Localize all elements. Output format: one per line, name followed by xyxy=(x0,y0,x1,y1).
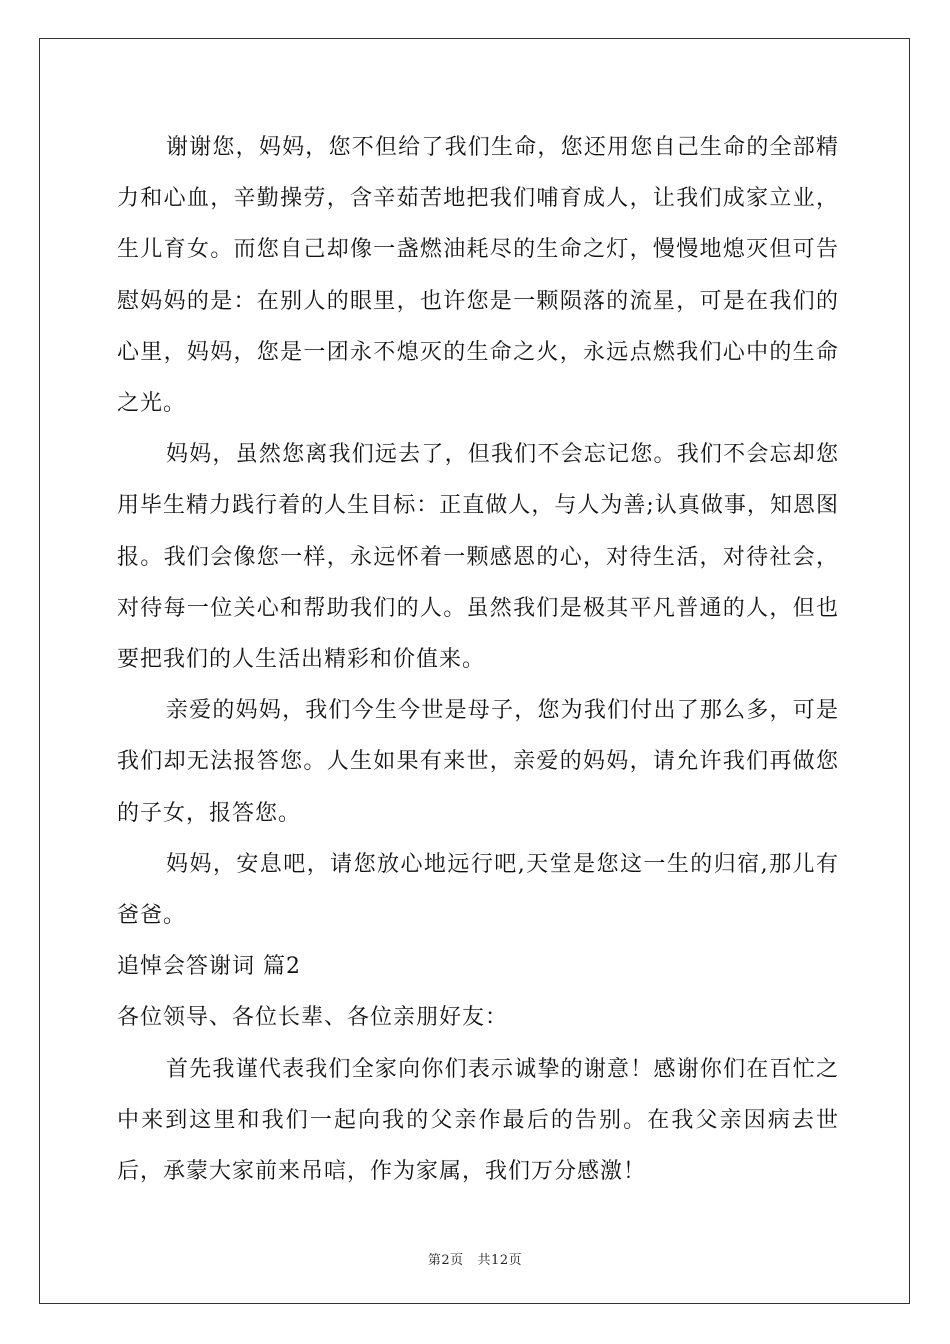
section-title: 追悼会答谢词 篇2 xyxy=(117,954,301,980)
page-number: 第2页 共12页 xyxy=(427,1253,523,1268)
salutation: 各位领导、各位长辈、各位亲朋好友： xyxy=(117,1005,509,1031)
paragraph-4: 妈妈，安息吧，请您放心地远行吧,天堂是您这一生的归宿,那儿有爸爸。 xyxy=(117,851,839,929)
paragraph-3: 亲爱的妈妈，我们今生今世是母子，您为我们付出了那么多，可是我们却无法报答您。人生如果有来世，亲爱的妈妈，请允许我们再做您的子女，报答您。 xyxy=(117,698,839,826)
document-body xyxy=(117,122,839,1197)
paragraph-1: 谢谢您，妈妈，您不但给了我们生命，您还用您自己生命的全部精力和心血，辛勤操劳，含辛茹苦地把我们哺育成人，让我们成家立业，生儿育女。而您自己却像一盏燃油耗尽的生命之灯，慢慢地熄灭但可告慰妈妈的是：在别人的眼里，也许您是一颗陨落的流星，可是在我们的心里，妈妈，您是一团永不熄灭的生命之火，永远点燃我们心中的生命之光。 xyxy=(117,135,839,417)
paragraph-5: 首先我谨代表我们全家向你们表示诚挚的谢意！感谢你们在百忙之中来到这里和我们一起向我的父亲作最后的告别。在我父亲因病去世后，承蒙大家前来吊唁，作为家属，我们万分感激！ xyxy=(117,1056,839,1185)
paragraph-2: 妈妈，虽然您离我们远去了，但我们不会忘记您。我们不会忘却您用毕生精力践行着的人生目标：正直做人，与人为善;认真做事，知恩图报。我们会像您一样，永远怀着一颗感恩的心，对待生活，对待社会，对待每一位关心和帮助我们的人。虽然我们是极其平凡普通的人，但也要把我们的人生活出精彩和价值来。 xyxy=(117,442,839,673)
